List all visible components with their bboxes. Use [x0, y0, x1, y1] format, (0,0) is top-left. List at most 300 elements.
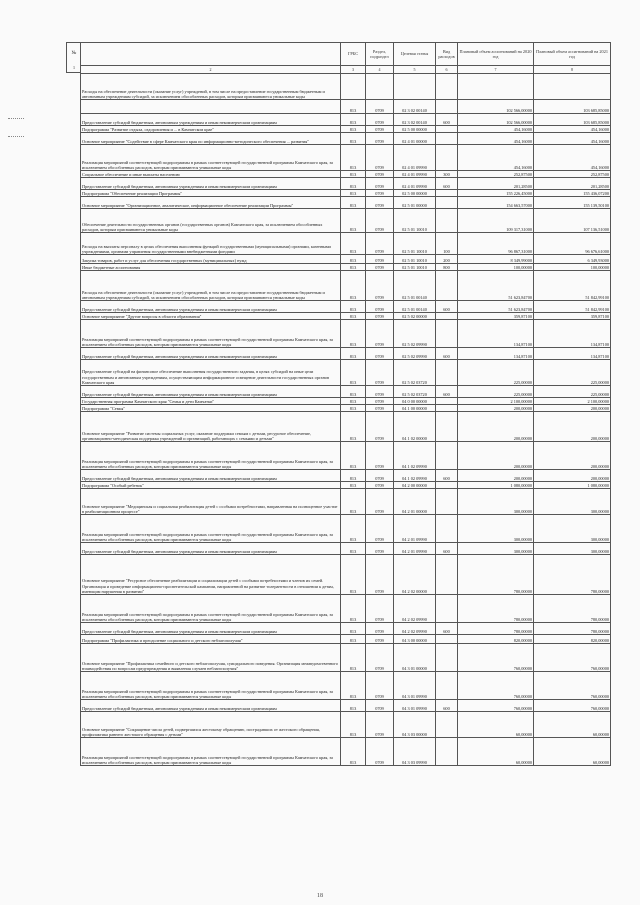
margin-mark [8, 118, 24, 119]
cell-vr [436, 672, 458, 700]
cell-name: Реализация мероприятий соответствующей подпрограммы в рамках соответствующей государственной программы Камчатского края, за исключением обособленных расходов, которым присваиваются уникальные коды [81, 595, 341, 623]
cell-cs: 02 5 02 09990 [394, 320, 436, 348]
table-row [81, 145, 611, 171]
cell-y2: 359,87100 [534, 313, 611, 320]
cell-grbs: 813 [341, 442, 366, 470]
column-index: 6 [436, 66, 458, 74]
cell-grbs: 813 [341, 320, 366, 348]
table-row [81, 100, 611, 114]
header-target-article: Целевая статья [394, 43, 436, 66]
cell-grbs: 813 [341, 271, 366, 301]
table-row [81, 672, 611, 700]
cell-cs: 02 5 02 03720 [394, 360, 436, 386]
cell-grbs: 813 [341, 644, 366, 672]
cell-cs: 04 3 01 00000 [394, 644, 436, 672]
cell-y1: 200,00000 [458, 412, 534, 442]
cell-vr [436, 398, 458, 405]
cell-grbs: 813 [341, 313, 366, 320]
cell-name: Иные бюджетные ассигнования [81, 264, 341, 271]
cell-name: Реализация мероприятий соответствующей подпрограммы в рамках соответствующей государственной программы Камчатского края, за исключением обособленных расходов, которым присваиваются уникальные коды [81, 320, 341, 348]
cell-grbs: 813 [341, 555, 366, 595]
table-row [81, 264, 611, 271]
cell-cs: 04 1 02 09990 [394, 470, 436, 482]
cell-vr [436, 412, 458, 442]
cell-y2: 51 842,99100 [534, 301, 611, 313]
cell-vr: 600 [436, 301, 458, 313]
cell-y2: 60,00000 [534, 738, 611, 766]
cell-y1: 780,00000 [458, 623, 534, 635]
cell-vr: 300 [436, 171, 458, 178]
cell-grbs: 813 [341, 595, 366, 623]
cell-vr [436, 100, 458, 114]
cell-name: Основное мероприятие "Ресурсное обеспечение реабилитации и социализации детей с особыми потребностями и членов их семей. Организация и проведение информационно-просветительской кампании, направленной на развитие толерантности в отношении к детям, имеющим нарушения в развитии" [81, 555, 341, 595]
cell-rz [366, 74, 394, 100]
cell-vr [436, 271, 458, 301]
cell-y1: 60,00000 [458, 738, 534, 766]
cell-grbs: 813 [341, 255, 366, 264]
cell-vr [436, 197, 458, 209]
header-year-2021: Плановый объем ассигнований на 2021 год [534, 43, 611, 66]
cell-grbs: 813 [341, 209, 366, 233]
cell-y2: 200,00000 [534, 442, 611, 470]
cell-vr: 600 [436, 470, 458, 482]
column-index: 4 [366, 66, 394, 74]
cell-y2: 820,00000 [534, 635, 611, 644]
cell-name: Предоставление субсидий бюджетным, автономным учреждениям и иным некоммерческим организациям [81, 623, 341, 635]
cell-cs: 02 5 01 00140 [394, 271, 436, 301]
cell-name: Предоставление субсидий бюджетным, автономным учреждениям и иным некоммерческим организациям [81, 386, 341, 398]
cell-vr [436, 133, 458, 145]
table-row [81, 644, 611, 672]
table-row [81, 178, 611, 190]
cell-grbs: 813 [341, 190, 366, 197]
cell-vr [436, 515, 458, 543]
cell-vr: 600 [436, 114, 458, 126]
cell-y1: 102 566,00000 [458, 100, 534, 114]
cell-rz: 0709 [366, 171, 394, 178]
cell-y1: 1 080,00000 [458, 482, 534, 489]
cell-y1: 200,00000 [458, 405, 534, 412]
cell-y2: 2 100,00000 [534, 398, 611, 405]
table-row [81, 405, 611, 412]
cell-grbs: 813 [341, 489, 366, 515]
cell-vr [436, 74, 458, 100]
cell-y2: 780,00000 [534, 595, 611, 623]
table-row [81, 126, 611, 133]
cell-vr: 600 [436, 543, 458, 555]
cell-rz: 0709 [366, 209, 394, 233]
cell-y1: 252,87500 [458, 171, 534, 178]
cell-vr: 600 [436, 700, 458, 712]
cell-vr: 600 [436, 623, 458, 635]
cell-y2: 201,28500 [534, 178, 611, 190]
cell-y2: 200,00000 [534, 412, 611, 442]
cell-grbs: 813 [341, 114, 366, 126]
cell-rz: 0709 [366, 386, 394, 398]
cell-y1: 155 226,45000 [458, 190, 534, 197]
cell-rz: 0709 [366, 555, 394, 595]
cell-y2: 155 436,07200 [534, 190, 611, 197]
table-row [81, 255, 611, 264]
header-expense-type: Вид расходов [436, 43, 458, 66]
cell-rz: 0709 [366, 405, 394, 412]
cell-name: Основное мероприятие "Сокращение числа детей, подвергшихся жестокому обращению, пострадавших от жестокого обращения, профилактика раннего жестокого обращения с детьми" [81, 712, 341, 738]
table-row [81, 190, 611, 197]
table-row [81, 233, 611, 255]
cell-name: Реализация мероприятий соответствующей подпрограммы в рамках соответствующей государственной программы Камчатского края, за исключением обособленных расходов, которым присваиваются уникальные коды [81, 672, 341, 700]
cell-cs: 04 2 01 00000 [394, 489, 436, 515]
cell-vr [436, 644, 458, 672]
cell-y1: 201,28500 [458, 178, 534, 190]
cell-y1: 454,16000 [458, 126, 534, 133]
cell-y2 [534, 74, 611, 100]
table-row [81, 209, 611, 233]
cell-y1: 760,00000 [458, 644, 534, 672]
cell-y1: 760,00000 [458, 672, 534, 700]
cell-cs: 02 4 01 09990 [394, 178, 436, 190]
cell-vr [436, 145, 458, 171]
table-row [81, 738, 611, 766]
cell-y2: 454,16000 [534, 145, 611, 171]
table-row [81, 398, 611, 405]
cell-rz: 0709 [366, 360, 394, 386]
cell-cs: 04 3 03 00000 [394, 712, 436, 738]
cell-vr [436, 595, 458, 623]
cell-rz: 0709 [366, 233, 394, 255]
cell-name: Расходы на выплаты персоналу в целях обеспечения выполнения функций государственными (муниципальными) органами, казенными учреждениями, органами управления государственными внебюджетными фондами [81, 233, 341, 255]
cell-grbs: 813 [341, 178, 366, 190]
cell-cs: 04 2 02 09990 [394, 623, 436, 635]
cell-y2: 1 080,00000 [534, 482, 611, 489]
cell-grbs: 813 [341, 712, 366, 738]
cell-rz: 0709 [366, 442, 394, 470]
cell-vr: 800 [436, 264, 458, 271]
table-row [81, 133, 611, 145]
cell-y2: 134,87100 [534, 320, 611, 348]
cell-vr: 200 [436, 255, 458, 264]
cell-name: Расходы на обеспечение деятельности (оказание услуг) учреждений, в том числе на предоставление государственным бюджетным и автономным учреждениям субсидий, за исключением обособленных расходов, которым присваиваются уникальные коды [81, 271, 341, 301]
cell-y1: 760,00000 [458, 700, 534, 712]
cell-name: Основное мероприятие "Другие вопросы в области образования" [81, 313, 341, 320]
cell-vr: 600 [436, 348, 458, 360]
column-index: 3 [341, 66, 366, 74]
cell-grbs: 813 [341, 126, 366, 133]
cell-rz: 0709 [366, 635, 394, 644]
cell-y1: 454,16000 [458, 145, 534, 171]
cell-name: Основное мероприятие "Организационное, аналитическое, информационное обеспечение реализации Программы" [81, 197, 341, 209]
table-row [81, 623, 611, 635]
cell-rz: 0709 [366, 700, 394, 712]
row-number-header: № [66, 42, 81, 66]
table-row [81, 74, 611, 100]
cell-name: Подпрограмма "Профилактика и преодоление социального и детского неблагополучия" [81, 635, 341, 644]
cell-y2: 200,00000 [534, 405, 611, 412]
cell-name: Предоставление субсидий бюджетным, автономным учреждениям и иным некоммерческим организациям [81, 470, 341, 482]
table-row [81, 470, 611, 482]
cell-rz: 0709 [366, 348, 394, 360]
cell-cs: 04 2 00 00000 [394, 482, 436, 489]
cell-cs: 04 3 03 09990 [394, 738, 436, 766]
cell-rz: 0709 [366, 126, 394, 133]
cell-y2: 225,00000 [534, 360, 611, 386]
cell-name: Социальное обеспечение и иные выплаты населению [81, 171, 341, 178]
cell-grbs: 813 [341, 398, 366, 405]
cell-cs: 02 5 01 00140 [394, 301, 436, 313]
table-row [81, 635, 611, 644]
table-row [81, 543, 611, 555]
cell-name: Реализация мероприятий соответствующей подпрограммы в рамках соответствующей государственной программы Камчатского края, за исключением обособленных расходов, которым присваиваются уникальные коды [81, 515, 341, 543]
cell-vr [436, 635, 458, 644]
cell-grbs: 813 [341, 482, 366, 489]
cell-name: Подпрограмма "Особый ребенок" [81, 482, 341, 489]
cell-grbs: 813 [341, 635, 366, 644]
cell-grbs: 813 [341, 543, 366, 555]
cell-cs: 04 2 02 00000 [394, 555, 436, 595]
cell-y1: 454,16000 [458, 133, 534, 145]
cell-vr [436, 126, 458, 133]
cell-rz: 0709 [366, 398, 394, 405]
cell-name: Основное мероприятие "Профилактика семейного и детского неблагополучия, суицидального поведения. Организация межведомственного взаимодействия по вопросам предупреждения и выявления случаев неблагополучия" [81, 644, 341, 672]
cell-rz: 0709 [366, 190, 394, 197]
cell-grbs: 813 [341, 672, 366, 700]
page-number: 18 [317, 893, 323, 899]
cell-y1: 780,00000 [458, 595, 534, 623]
cell-cs: 02 5 02 00000 [394, 313, 436, 320]
cell-y2: 103 685,85000 [534, 114, 611, 126]
cell-vr [436, 482, 458, 489]
cell-cs: 02 4 01 09990 [394, 171, 436, 178]
header-name [81, 43, 341, 66]
cell-cs: 04 0 00 00000 [394, 398, 436, 405]
cell-rz: 0709 [366, 543, 394, 555]
cell-y1: 134,87100 [458, 320, 534, 348]
cell-y2: 134,87100 [534, 348, 611, 360]
table-row [81, 171, 611, 178]
cell-y2: 51 842,99100 [534, 271, 611, 301]
cell-cs: 02 5 02 03720 [394, 386, 436, 398]
cell-rz: 0709 [366, 515, 394, 543]
cell-grbs: 813 [341, 515, 366, 543]
cell-cs: 02 5 01 00000 [394, 197, 436, 209]
cell-grbs: 813 [341, 171, 366, 178]
cell-rz: 0709 [366, 178, 394, 190]
cell-name: Предоставление субсидий на финансовое обеспечение выполнения государственного задания, в целях субсидий на иные цели государственным и автономным учреждениям, осуществляющим информационное освещение деятельности государственных органов Камчатского края [81, 360, 341, 386]
cell-grbs: 813 [341, 133, 366, 145]
cell-y2: 107 136,51000 [534, 209, 611, 233]
table-row [81, 555, 611, 595]
cell-y1: 60,00000 [458, 712, 534, 738]
cell-y1: 200,00000 [458, 470, 534, 482]
cell-rz: 0709 [366, 320, 394, 348]
cell-grbs: 813 [341, 100, 366, 114]
cell-name: Расходы на обеспечение деятельности (оказание услуг) учреждений, в том числе на предоставление государственным бюджетным и автономным учреждениям субсидий, за исключением обособленных расходов, которым присваиваются уникальные коды [81, 74, 341, 100]
cell-name: Основное мероприятие "Развитие системы социальных услуг, оказание поддержки семьям с детьми, ресурсное обеспечение, организационно-методическая поддержка учреждений и организаций, работающих с семьями и детьми" [81, 412, 341, 442]
cell-name: Предоставление субсидий бюджетным, автономным учреждениям и иным некоммерческим организациям [81, 301, 341, 313]
cell-y1: 2 100,00000 [458, 398, 534, 405]
cell-vr [436, 555, 458, 595]
cell-y2: 300,00000 [534, 543, 611, 555]
cell-y2: 780,00000 [534, 555, 611, 595]
table-row [81, 700, 611, 712]
cell-cs: 02 3 02 00140 [394, 114, 436, 126]
cell-y1: 300,00000 [458, 515, 534, 543]
cell-cs [394, 74, 436, 100]
table-row [81, 386, 611, 398]
header-year-2020: Плановый объем ассигнований на 2020 год [458, 43, 534, 66]
cell-rz: 0709 [366, 255, 394, 264]
table-row [81, 712, 611, 738]
cell-grbs: 813 [341, 197, 366, 209]
cell-name: Предоставление субсидий бюджетным, автономным учреждениям и иным некоммерческим организациям [81, 543, 341, 555]
cell-rz: 0709 [366, 100, 394, 114]
cell-y1: 8 349,99000 [458, 255, 534, 264]
margin-mark [8, 136, 24, 137]
cell-rz: 0709 [366, 644, 394, 672]
cell-cs: 02 5 01 10010 [394, 233, 436, 255]
cell-y2: 225,00000 [534, 386, 611, 398]
cell-cs: 02 5 01 10010 [394, 209, 436, 233]
cell-name: Закупка товаров, работ и услуг для обеспечения государственных (муниципальных) нужд [81, 255, 341, 264]
cell-grbs: 813 [341, 738, 366, 766]
cell-y2: 200,00000 [534, 470, 611, 482]
cell-rz: 0709 [366, 623, 394, 635]
cell-y2: 760,00000 [534, 644, 611, 672]
cell-cs: 02 3 02 00140 [394, 100, 436, 114]
cell-rz: 0709 [366, 595, 394, 623]
budget-table [80, 42, 611, 766]
cell-rz: 0709 [366, 738, 394, 766]
cell-y1: 200,00000 [458, 442, 534, 470]
cell-vr: 100 [436, 233, 458, 255]
cell-name: Реализация мероприятий соответствующей подпрограммы в рамках соответствующей государственной программы Камчатского края, за исключением обособленных расходов, которым присваиваются уникальные коды [81, 442, 341, 470]
cell-grbs: 813 [341, 386, 366, 398]
cell-vr [436, 738, 458, 766]
cell-cs: 02 5 01 10010 [394, 264, 436, 271]
cell-rz: 0709 [366, 482, 394, 489]
cell-y2: 6 349,93000 [534, 255, 611, 264]
cell-vr [436, 209, 458, 233]
cell-y1: 300,00000 [458, 489, 534, 515]
cell-vr: 600 [436, 178, 458, 190]
cell-y1: 359,87100 [458, 313, 534, 320]
cell-cs: 02 5 01 10010 [394, 255, 436, 264]
header-grbs: ГРБС [341, 43, 366, 66]
cell-y1: 51 623,84700 [458, 271, 534, 301]
cell-cs: 02 5 00 00000 [394, 190, 436, 197]
table-row [81, 301, 611, 313]
cell-cs: 02 4 01 00000 [394, 133, 436, 145]
column-index: 7 [458, 66, 534, 74]
column-index: 8 [534, 66, 611, 74]
cell-grbs: 813 [341, 233, 366, 255]
cell-vr [436, 405, 458, 412]
cell-y1 [458, 74, 534, 100]
cell-y2: 454,16000 [534, 126, 611, 133]
cell-y2: 252,87500 [534, 171, 611, 178]
cell-rz: 0709 [366, 489, 394, 515]
table-row [81, 360, 611, 386]
cell-rz: 0709 [366, 264, 394, 271]
cell-y2: 760,00000 [534, 672, 611, 700]
table-row [81, 114, 611, 126]
cell-cs: 02 5 02 09990 [394, 348, 436, 360]
cell-name: Предоставление субсидий бюджетным, автономным учреждениям и иным некоммерческим организациям [81, 178, 341, 190]
cell-name: Предоставление субсидий бюджетным, автономным учреждениям и иным некоммерческим организациям [81, 348, 341, 360]
cell-vr [436, 712, 458, 738]
cell-y1: 102 566,00000 [458, 114, 534, 126]
cell-y2: 100,00000 [534, 264, 611, 271]
cell-name: Обеспечение деятельности государственных органов (государственных органов) Камчатского края, за исключением обособленных расходов, которым присваиваются уникальные коды [81, 209, 341, 233]
cell-y1: 109 317,31000 [458, 209, 534, 233]
table-row [81, 313, 611, 320]
cell-rz: 0709 [366, 271, 394, 301]
cell-y1: 225,00000 [458, 386, 534, 398]
cell-grbs: 813 [341, 470, 366, 482]
cell-cs: 04 3 01 09990 [394, 700, 436, 712]
cell-cs: 04 2 02 09990 [394, 595, 436, 623]
table-row [81, 197, 611, 209]
cell-rz: 0709 [366, 133, 394, 145]
cell-y2: 454,16000 [534, 133, 611, 145]
cell-grbs: 813 [341, 145, 366, 171]
cell-rz: 0709 [366, 197, 394, 209]
cell-name: Предоставление субсидий бюджетным, автономным учреждениям и иным некоммерческим организациям [81, 114, 341, 126]
cell-vr: 600 [436, 386, 458, 398]
cell-vr [436, 320, 458, 348]
cell-vr [436, 489, 458, 515]
table-row [81, 442, 611, 470]
cell-y1: 154 663,57000 [458, 197, 534, 209]
column-index: 2 [81, 66, 341, 74]
table-row [81, 320, 611, 348]
cell-rz: 0709 [366, 470, 394, 482]
cell-name: Подпрограмма "Обеспечение реализации Программы" [81, 190, 341, 197]
cell-y2: 300,00000 [534, 489, 611, 515]
cell-y1: 134,87100 [458, 348, 534, 360]
cell-vr [436, 442, 458, 470]
cell-grbs: 813 [341, 360, 366, 386]
cell-grbs: 813 [341, 623, 366, 635]
cell-y2: 300,00000 [534, 515, 611, 543]
table-row [81, 271, 611, 301]
cell-y2: 103 685,85000 [534, 100, 611, 114]
cell-y1: 780,00000 [458, 555, 534, 595]
cell-cs: 04 1 02 00000 [394, 412, 436, 442]
cell-name: Государственная программа Камчатского края "Семья и дети Камчатки" [81, 398, 341, 405]
cell-name: Подпрограмма "Развитие отдыха, оздоровления и ... в Камчатском крае" [81, 126, 341, 133]
table-row [81, 595, 611, 623]
cell-vr [436, 360, 458, 386]
cell-grbs: 813 [341, 348, 366, 360]
header-section: Раздел, подраздел [366, 43, 394, 66]
cell-cs: 04 2 01 09990 [394, 515, 436, 543]
cell-cs: 04 3 00 00000 [394, 635, 436, 644]
cell-name: Основное мероприятие "Содействие в сфере Камчатского края по информационно-методического обеспечения ... развития" [81, 133, 341, 145]
cell-cs: 02 4 01 09990 [394, 145, 436, 171]
cell-name: Предоставление субсидий бюджетным, автономным учреждениям и иным некоммерческим организациям [81, 700, 341, 712]
cell-y2: 155 139,50100 [534, 197, 611, 209]
cell-y1: 300,00000 [458, 543, 534, 555]
table-row [81, 489, 611, 515]
cell-rz: 0709 [366, 712, 394, 738]
cell-grbs [341, 74, 366, 100]
cell-y1: 51 623,84700 [458, 301, 534, 313]
cell-vr [436, 313, 458, 320]
cell-y1: 100,00000 [458, 264, 534, 271]
cell-y1: 820,00000 [458, 635, 534, 644]
cell-grbs: 813 [341, 405, 366, 412]
cell-cs: 04 1 00 00000 [394, 405, 436, 412]
